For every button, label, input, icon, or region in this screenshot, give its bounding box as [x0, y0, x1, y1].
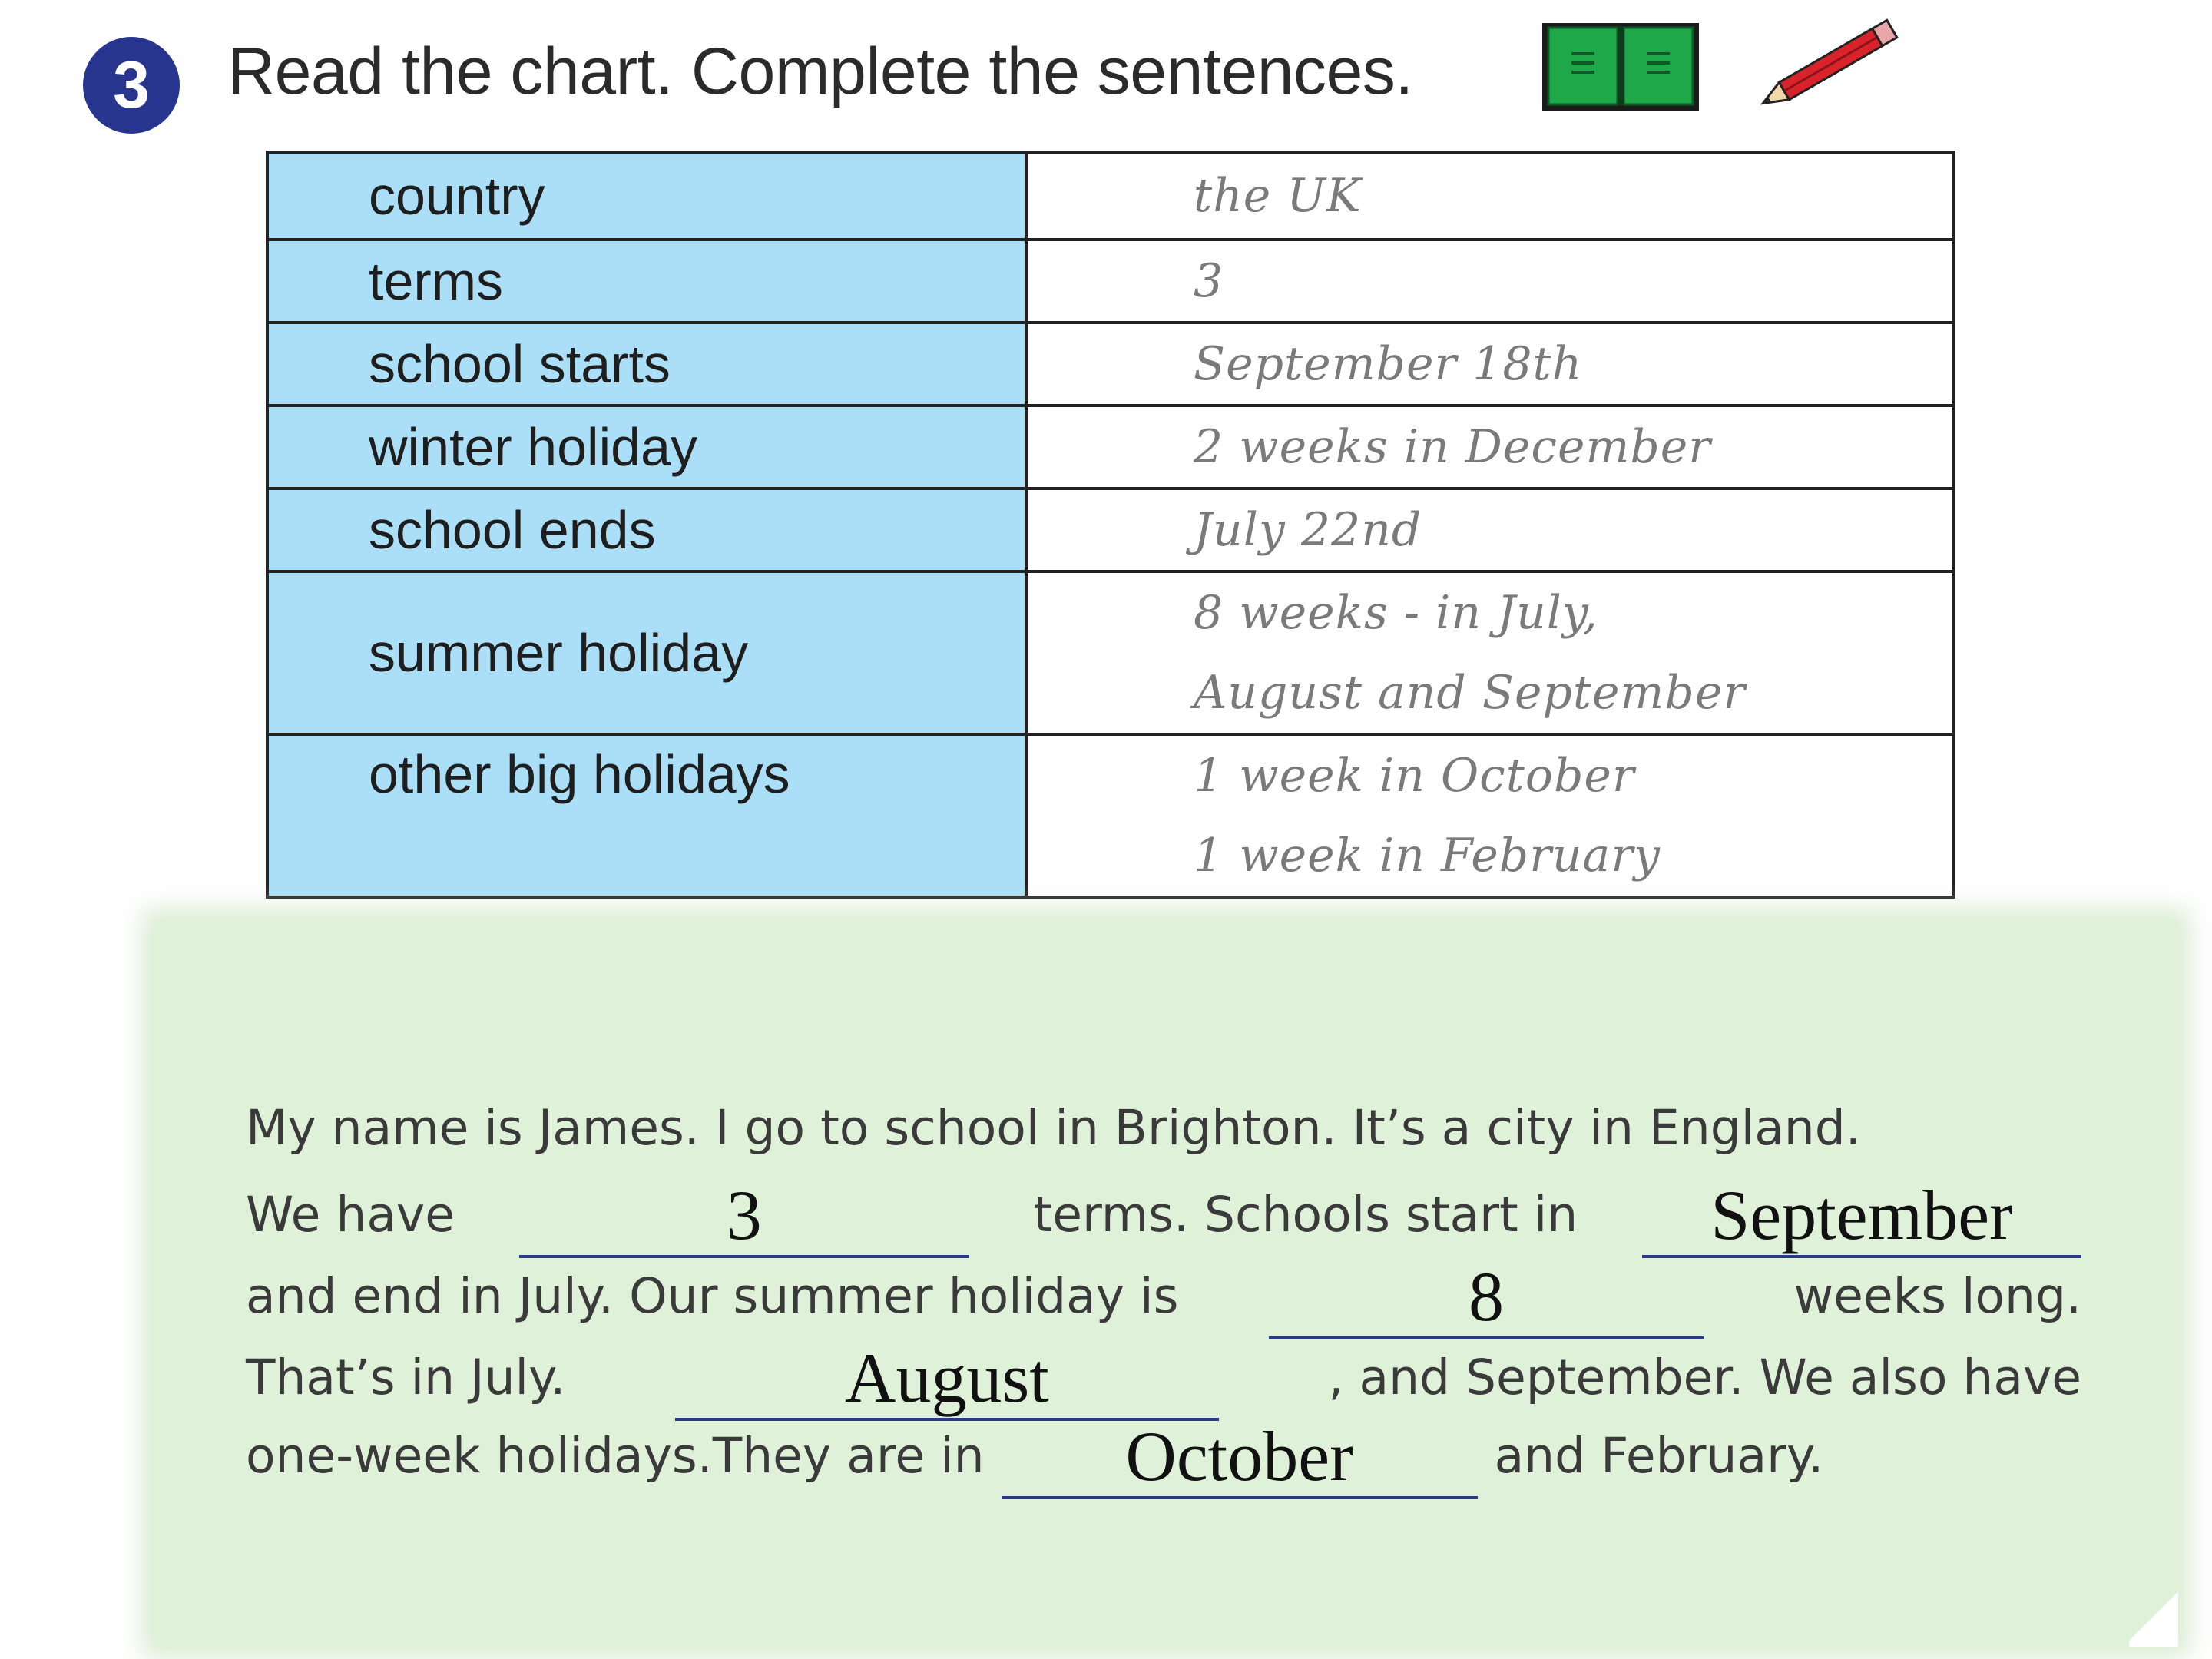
table-row [267, 152, 1954, 240]
value-line: 3 [1194, 254, 1224, 308]
value-line: 2 weeks in December [1194, 420, 1711, 474]
table-row [267, 240, 1954, 323]
answer-blank-weeks[interactable]: 8 [1269, 1266, 1704, 1339]
row-label: country [267, 152, 1026, 240]
row-label: school starts [267, 323, 1026, 406]
passage-text: and end in July. Our summer holiday is [246, 1268, 1179, 1324]
passage-line-5 [246, 1418, 2081, 1495]
pencil-icon [1745, 17, 1912, 114]
row-value [1026, 734, 1954, 897]
school-calendar-chart [266, 151, 1955, 899]
passage-text: That’s in July. [246, 1349, 566, 1406]
row-value [1026, 240, 1954, 323]
table-row [267, 406, 1954, 488]
row-value [1026, 488, 1954, 571]
passage-text: terms. Schools start in [1033, 1187, 1578, 1243]
row-label: terms [267, 240, 1026, 323]
passage-text: My name is James. I go to school in Brighton. It’s a city in England. [246, 1100, 1861, 1156]
value-line: August and September [1194, 666, 1747, 720]
answer-blank-terms[interactable]: 3 [519, 1184, 969, 1258]
card-corner-fold [2129, 1585, 2178, 1647]
exercise-number-badge: 3 [83, 37, 180, 134]
exercise-instruction: Read the chart. Complete the sentences. [227, 35, 1413, 108]
answer-blank-start-month[interactable]: September [1642, 1184, 2081, 1258]
passage-line-4 [246, 1339, 2081, 1416]
row-value [1026, 571, 1954, 734]
row-value [1026, 406, 1954, 488]
value-line: the UK [1194, 169, 1362, 223]
row-value [1026, 323, 1954, 406]
table-row [267, 571, 1954, 734]
table-row [267, 488, 1954, 571]
passage-text: weeks long. [1793, 1268, 2081, 1324]
value-line: 1 week in October [1194, 749, 1635, 803]
passage-text: and February. [1494, 1428, 1824, 1484]
table-row [267, 323, 1954, 406]
row-label: winter holiday [267, 406, 1026, 488]
passage-text: one-week holidays.They are in [246, 1428, 985, 1484]
row-label: summer holiday [267, 571, 1026, 734]
value-line: 1 week in February [1194, 829, 1661, 882]
table-row [267, 734, 1954, 897]
row-label: other big holidays [267, 734, 1026, 897]
answer-blank-holiday-month[interactable]: October [1002, 1426, 1478, 1499]
passage-text: , and September. We also have [1328, 1349, 2081, 1406]
value-line: July 22nd [1194, 503, 1422, 557]
value-line: 8 weeks - in July, [1194, 586, 1598, 640]
passage-text: We have [246, 1187, 455, 1243]
answer-blank-month[interactable]: August [675, 1347, 1219, 1421]
passage-line-1 [246, 1100, 2081, 1177]
book-icon [1541, 20, 1700, 112]
passage-line-2 [246, 1177, 2081, 1253]
row-value [1026, 152, 1954, 240]
exercise-header [0, 0, 2212, 138]
value-line: September 18th [1194, 337, 1583, 391]
passage-line-3 [246, 1258, 2081, 1335]
row-label: school ends [267, 488, 1026, 571]
